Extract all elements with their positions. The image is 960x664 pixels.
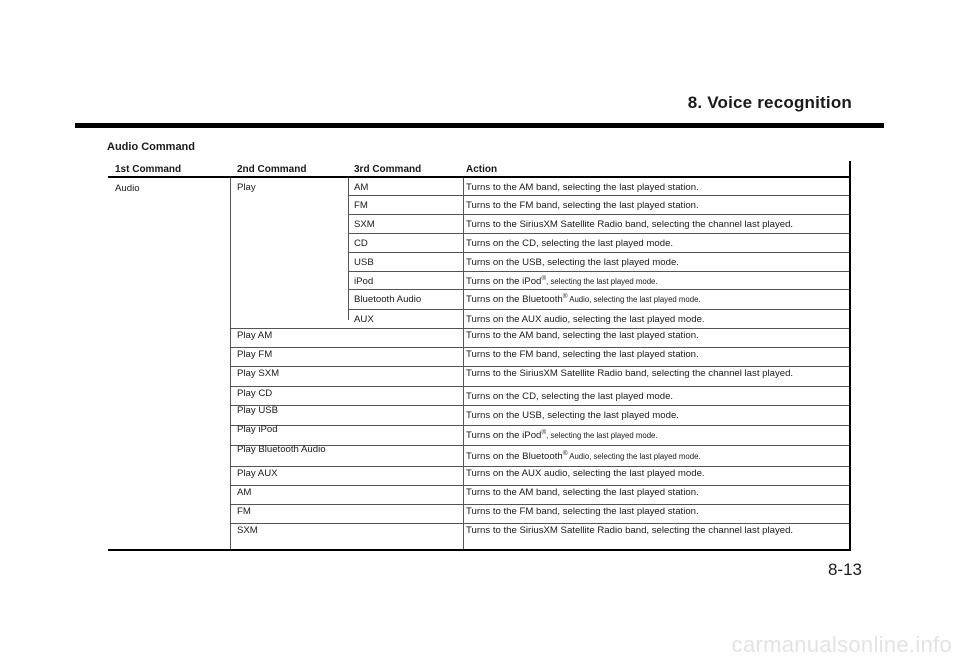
second-command-cell: AM: [237, 487, 252, 498]
row-divider: [349, 233, 849, 234]
section-title: Audio Command: [107, 141, 195, 153]
third-command-cell: FM: [354, 200, 368, 211]
second-command-cell: Play FM: [237, 349, 273, 360]
third-command-cell: iPod: [354, 276, 374, 287]
third-command-cell: SXM: [354, 219, 375, 230]
row-divider: [230, 504, 849, 505]
action-text-small: , selecting the last played mode.: [546, 277, 658, 286]
header-rule: [75, 123, 884, 128]
row-divider: [230, 366, 849, 367]
header-action: Action: [466, 164, 498, 175]
second-command-cell: SXM: [237, 525, 258, 536]
row-divider: [230, 328, 849, 329]
registered-mark: ®: [562, 450, 568, 457]
registered-mark: ®: [541, 429, 547, 436]
action-cell: Turns to the FM band, selecting the last played station.: [466, 200, 699, 211]
second-command-cell: Play iPod: [237, 424, 278, 435]
action-cell: [466, 430, 658, 441]
second-command-play: Play: [237, 182, 256, 193]
page-number: 8-13: [827, 560, 862, 579]
row-divider: [230, 466, 849, 467]
row-divider: [349, 309, 849, 310]
row-divider: [230, 405, 849, 406]
action-cell: Turns to the AM band, selecting the last played station.: [466, 330, 699, 341]
first-command-audio: Audio: [115, 183, 140, 194]
action-cell: Turns on the CD, selecting the last played mode.: [466, 238, 674, 249]
action-text-small: Audio, selecting the last played mode.: [567, 295, 701, 304]
action-cell: Turns on the CD, selecting the last played mode.: [466, 391, 674, 402]
action-cell: Turns to the FM band, selecting the last played station.: [466, 349, 699, 360]
header-1st-command: 1st Command: [115, 164, 182, 175]
action-cell: [466, 451, 701, 462]
second-command-cell: Play AUX: [237, 468, 278, 479]
action-cell: Turns to the SiriusXM Satellite Radio band, selecting the channel last played.: [466, 368, 794, 379]
third-command-cell: AUX: [354, 314, 374, 325]
action-cell: Turns to the AM band, selecting the last played station.: [466, 182, 699, 193]
second-command-cell: Play AM: [237, 330, 273, 341]
row-divider: [349, 195, 849, 196]
third-command-cell: Bluetooth Audio: [354, 294, 422, 305]
action-cell: Turns on the AUX audio, selecting the last played mode.: [466, 314, 705, 325]
third-command-cell: USB: [354, 257, 374, 268]
action-text: Turns on the Bluetooth: [466, 451, 563, 462]
row-divider: [230, 386, 849, 387]
second-command-cell: Play SXM: [237, 368, 280, 379]
column-divider-1: [230, 178, 231, 549]
third-command-cell: CD: [354, 238, 368, 249]
action-cell: [466, 294, 701, 305]
row-divider: [349, 271, 849, 272]
action-cell: Turns on the AUX audio, selecting the last played mode.: [466, 468, 705, 479]
column-divider-3: [348, 178, 349, 320]
action-cell: Turns to the AM band, selecting the last played station.: [466, 487, 699, 498]
header-3rd-command: 3rd Command: [354, 164, 422, 175]
action-text: Turns on the iPod: [466, 276, 542, 287]
action-text-small: , selecting the last played mode.: [546, 431, 658, 440]
second-command-cell: Play CD: [237, 388, 273, 399]
row-divider: [230, 485, 849, 486]
action-cell: Turns to the FM band, selecting the last played station.: [466, 506, 699, 517]
action-cell: Turns on the USB, selecting the last played mode.: [466, 257, 679, 268]
action-text-small: Audio, selecting the last played mode.: [567, 452, 701, 461]
second-command-cell: Play USB: [237, 405, 279, 416]
action-cell: [466, 276, 658, 287]
action-text: Turns on the iPod: [466, 430, 542, 441]
header-2nd-command: 2nd Command: [237, 164, 307, 175]
row-divider: [230, 425, 849, 426]
second-command-cell: FM: [237, 506, 251, 517]
action-cell: Turns on the USB, selecting the last played mode.: [466, 410, 679, 421]
second-command-cell: Play Bluetooth Audio: [237, 444, 326, 455]
watermark-text: carmanualsonline.info: [731, 632, 952, 657]
audio-command-table: [108, 161, 851, 551]
third-command-cell: AM: [354, 182, 369, 193]
chapter-title: 8. Voice recognition: [687, 93, 852, 112]
table-header-rule: [108, 176, 849, 178]
row-divider: [349, 214, 849, 215]
action-cell: Turns to the SiriusXM Satellite Radio band, selecting the channel last played.: [466, 525, 794, 536]
row-divider: [349, 289, 849, 290]
row-divider: [230, 523, 849, 524]
action-cell: Turns to the SiriusXM Satellite Radio band, selecting the channel last played.: [466, 219, 794, 230]
registered-mark: ®: [562, 293, 568, 300]
registered-mark: ®: [541, 275, 547, 282]
action-text: Turns on the Bluetooth: [466, 294, 563, 305]
row-divider: [349, 252, 849, 253]
row-divider: [230, 347, 849, 348]
